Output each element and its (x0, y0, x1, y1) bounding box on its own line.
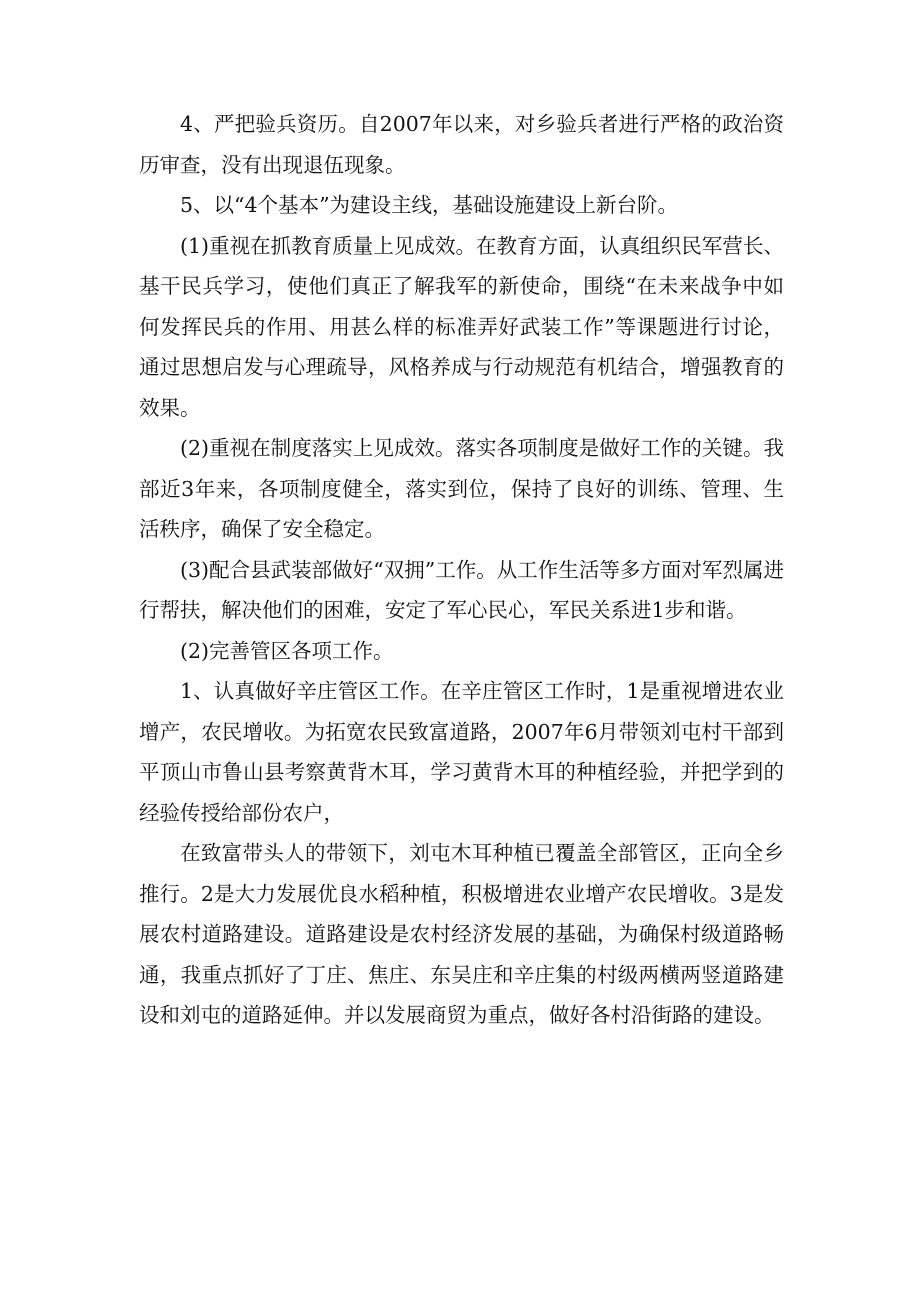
paragraph-xinzhuang-district: 1、认真做好辛庄管区工作。在辛庄管区工作时，1是重视增进农业增产，农民增收。为拓宽农民致富道路，2007年6月带领刘屯村干部到平顶山市鲁山县考察黄背木耳，学习黄背木耳的种植经验，并把学到的经验传授给部份农户， (139, 679, 784, 825)
paragraph-district-work-heading: (2)完善管区各项工作。 (180, 638, 394, 663)
paragraph-fungus-and-roads: 在致富带头人的带领下，刘屯木耳种植已覆盖全部管区，正向全乡推行。2是大力发展优良水稻种植，积极增进农业增产农民增收。3是发展农村道路建设。道路建设是农村经济发展的基础，为确保村级道路畅通，我重点抓好了丁庄、焦庄、东吴庄和辛庄集的村级两横两竖道路建设和刘屯的道路延伸。并以发展商贸为重点，做好各村沿街路的建设。 (139, 841, 784, 1027)
paragraph-infrastructure-heading: 5、以“4个基本”为建设主线，基础设施建设上新台阶。 (180, 193, 679, 217)
paragraph-education-quality: (1)重视在抓教育质量上见成效。在教育方面，认真组织民军营长、基干民兵学习，使他们真正了解我军的新使命，围绕“在未来战争中如何发挥民兵的作用、用甚么样的标准弄好武装工作”等课题进行讨论，通过思想启发与心理疏导，风格养成与行动规范有机结合，增强教育的效果。 (139, 233, 784, 420)
paragraph-verification-record: 4、严把验兵资历。自2007年以来，对乡验兵者进行严格的政治资历审查，没有出现退伍现象。 (139, 112, 784, 177)
paragraph-system-implementation: (2)重视在制度落实上见成效。落实各项制度是做好工作的关键。我部近3年来，各项制度健全，落实到位，保持了良好的训练、管理、生活秩序，确保了安全稳定。 (139, 436, 784, 541)
paragraph-dual-support: (3)配合县武装部做好“双拥”工作。从工作生活等多方面对军烈属进行帮扶，解决他们的困难，安定了军心民心，军民关系进1步和谐。 (139, 557, 784, 622)
document-body (139, 104, 784, 1036)
